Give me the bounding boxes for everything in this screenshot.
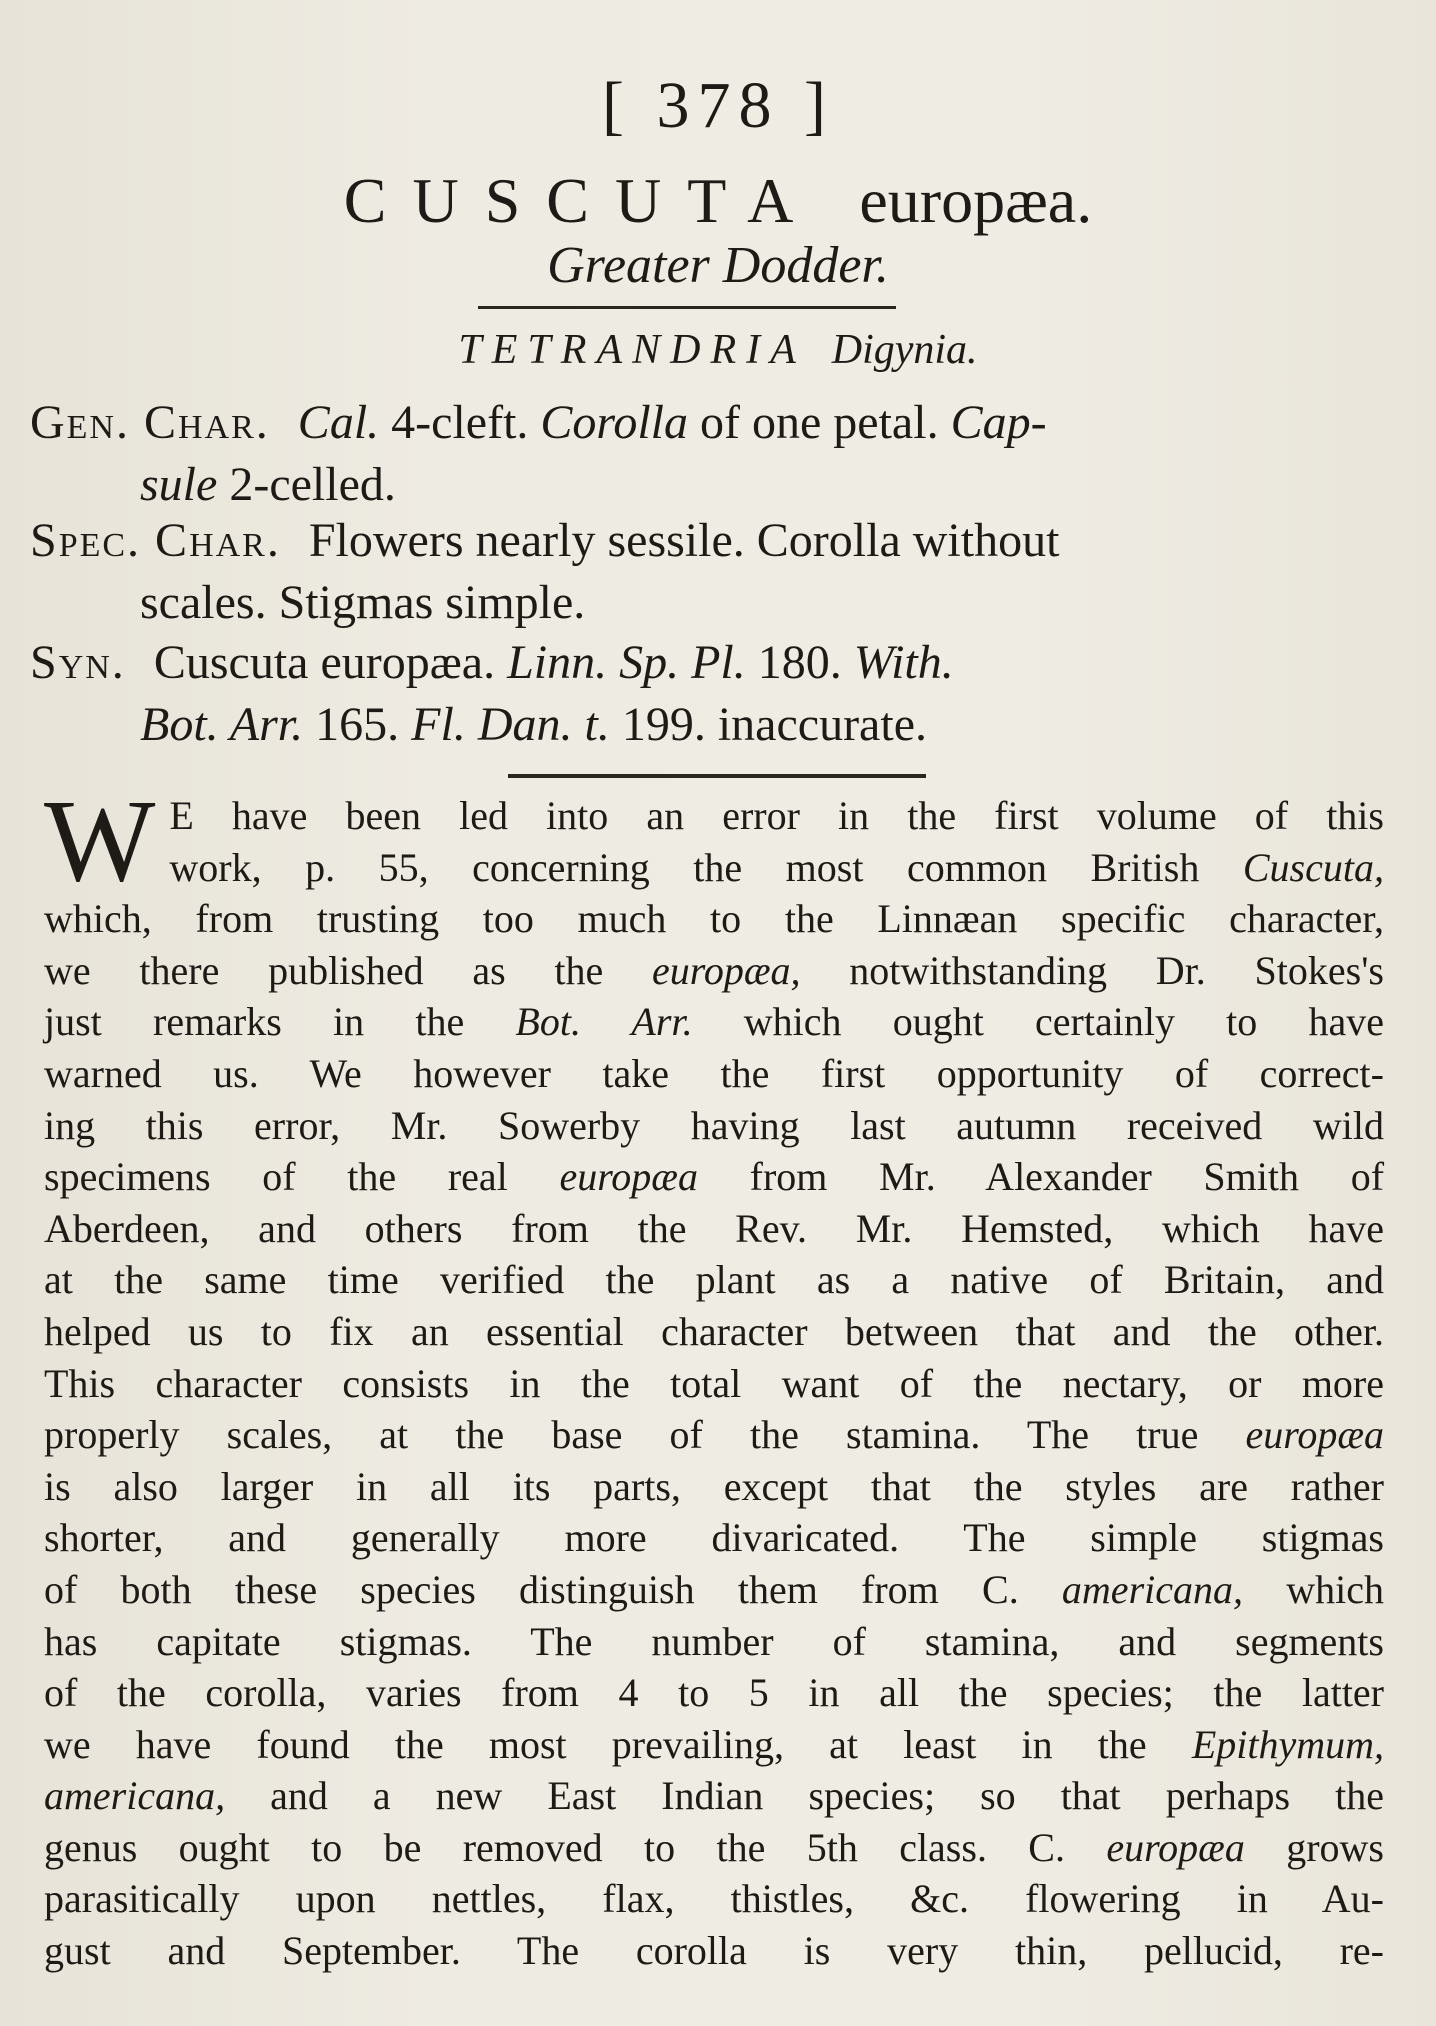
genus-name: CUSCUTA — [343, 165, 820, 236]
body-text-segment: europæa — [559, 1154, 698, 1200]
syn-text: Linn. Sp. Pl. — [507, 636, 746, 689]
gen-char-text: Cal. — [297, 396, 380, 449]
body-line — [44, 1048, 1384, 1100]
gen-char-line-1 — [30, 392, 1360, 454]
body-text-segment: ing this error, Mr. Sowerby having last autumn received wild — [44, 1102, 1384, 1148]
body-line — [44, 893, 1384, 945]
body-text-segment: americana, — [44, 1773, 226, 1819]
body-text-segment: This character consists in the total want of the nectary, or more — [44, 1360, 1384, 1406]
body-line — [44, 1719, 1384, 1771]
syn-text: 199. inaccurate. — [609, 698, 927, 751]
body-line — [44, 790, 1384, 842]
body-text-segment: genus ought to be removed to the 5th class. C. — [44, 1824, 1107, 1870]
spec-char-label: Spec. Char. — [30, 514, 281, 567]
species-name: europæa. — [859, 165, 1093, 236]
body-line — [44, 1461, 1384, 1513]
body-text-segment: of both these species distinguish them from C. — [44, 1566, 1062, 1612]
body-line — [44, 1100, 1384, 1152]
body-text-segment: which ought certainly to have — [692, 999, 1384, 1045]
syn-text: 180. — [745, 636, 854, 689]
syn-text: Fl. Dan. t. — [411, 698, 610, 751]
spec-char-line-1 — [30, 510, 1360, 572]
gen-char-line-2 — [30, 454, 1360, 516]
body-text-segment: we have found the most prevailing, at least in the — [44, 1721, 1192, 1767]
species-title — [0, 164, 1436, 238]
spec-char-line-2: scales. Stigmas simple. — [140, 576, 586, 629]
body-text-segment: americana, — [1061, 1566, 1243, 1612]
body-text-segment: of the corolla, varies from 4 to 5 in all the species; the latter — [44, 1670, 1384, 1716]
body-text-segment: properly scales, at the base of the stamina. The true — [44, 1412, 1246, 1458]
body-line — [44, 945, 1384, 997]
body-text-segment: has capitate stigmas. The number of stamina, and segments — [44, 1618, 1384, 1664]
class-name: TETRANDRIA — [458, 327, 806, 373]
gen-char-text: of one petal. — [688, 396, 951, 449]
body-text-segment: which — [1243, 1566, 1384, 1612]
syn-line-1 — [30, 632, 1360, 694]
body-text-segment: at the same time verified the plant as a native of Britain, and — [44, 1257, 1384, 1303]
body-text-segment: Bot. Arr. — [515, 999, 693, 1045]
body-text-segment: notwithstanding Dr. Stokes's — [800, 947, 1384, 993]
body-text-segment: grows — [1244, 1824, 1384, 1870]
section-rule — [508, 774, 926, 778]
body-text-segment: E have been led into an error in the first volume of this — [169, 793, 1384, 838]
body-line — [44, 1873, 1384, 1925]
body-text-segment: which, from trusting too much to the Linnæan specific character, — [44, 896, 1384, 942]
body-text-segment: work, p. 55, concerning the most common British — [169, 844, 1243, 890]
title-rule — [478, 306, 896, 309]
body-line — [44, 1925, 1384, 1977]
body-text-segment: europæa — [1106, 1824, 1245, 1870]
body-text-segment: helped us to fix an essential character between that and the other. — [44, 1308, 1384, 1354]
drop-cap: W — [44, 775, 156, 906]
body-text-segment: Aberdeen, and others from the Rev. Mr. Hemsted, which have — [44, 1205, 1384, 1251]
syn-line-2 — [30, 694, 1360, 756]
syn-label: Syn. — [30, 636, 126, 689]
body-text-segment: just remarks in the — [44, 999, 516, 1045]
gen-char-text: 4-cleft. — [379, 396, 541, 449]
page-number: [ 378 ] — [602, 69, 834, 142]
body-line — [44, 1667, 1384, 1719]
body-line — [44, 1512, 1384, 1564]
body-line — [44, 1358, 1384, 1410]
specific-character — [30, 510, 1360, 634]
body-text-segment: is also larger in all its parts, except that the styles are rather — [44, 1463, 1384, 1509]
gen-char-label: Gen. Char. — [30, 396, 270, 449]
syn-text: Cuscuta europæa. — [153, 636, 508, 689]
body-line — [44, 842, 1384, 894]
gen-char-text: sule — [140, 458, 218, 511]
body-line — [44, 1770, 1384, 1822]
syn-text: Bot. Arr. — [140, 698, 304, 751]
body-text-segment: Cuscuta, — [1242, 844, 1384, 890]
body-line — [44, 1616, 1384, 1668]
body-line — [44, 996, 1384, 1048]
syn-text: 165. — [303, 698, 412, 751]
body-text-segment: specimens of the real — [44, 1154, 560, 1200]
gen-char-text: 2-celled. — [217, 458, 396, 511]
linnaean-class — [0, 326, 1436, 374]
spec-char-text: Flowers nearly sessile. Corolla without — [308, 514, 1060, 567]
body-text-segment: europæa — [1245, 1412, 1384, 1458]
body-line — [44, 1564, 1384, 1616]
body-text-segment: europæa, — [652, 947, 801, 993]
order-name: Digynia. — [831, 327, 978, 373]
gen-char-text: Cap- — [950, 396, 1047, 449]
body-text-segment: shorter, and generally more divaricated. The simple stigmas — [44, 1515, 1384, 1561]
body-line — [44, 1203, 1384, 1255]
body-line — [44, 1306, 1384, 1358]
body-text-segment: gust and September. The corolla is very thin, pellucid, re- — [44, 1928, 1384, 1974]
body-text-segment: and a new East Indian species; so that perhaps the — [225, 1773, 1384, 1819]
body-text-segment: warned us. We however take the first opportunity of correct- — [44, 1050, 1384, 1096]
syn-text: With. — [853, 636, 954, 689]
body-line — [44, 1822, 1384, 1874]
common-name: Greater Dodder. — [547, 237, 889, 294]
synonymy — [30, 632, 1360, 756]
body-line — [44, 1254, 1384, 1306]
body-text-segment: we there published as the — [44, 947, 653, 993]
body-line — [44, 1409, 1384, 1461]
gen-char-text: Corolla — [540, 396, 688, 449]
body-text-segment: parasitically upon nettles, flax, thistles, &c. flowering in Au- — [44, 1876, 1384, 1922]
body-text-segment: Epithymum, — [1191, 1721, 1384, 1767]
body-paragraph — [44, 775, 1385, 1977]
body-text-segment: from Mr. Alexander Smith of — [697, 1154, 1385, 1200]
generic-character — [30, 392, 1360, 516]
body-line — [44, 1151, 1384, 1203]
